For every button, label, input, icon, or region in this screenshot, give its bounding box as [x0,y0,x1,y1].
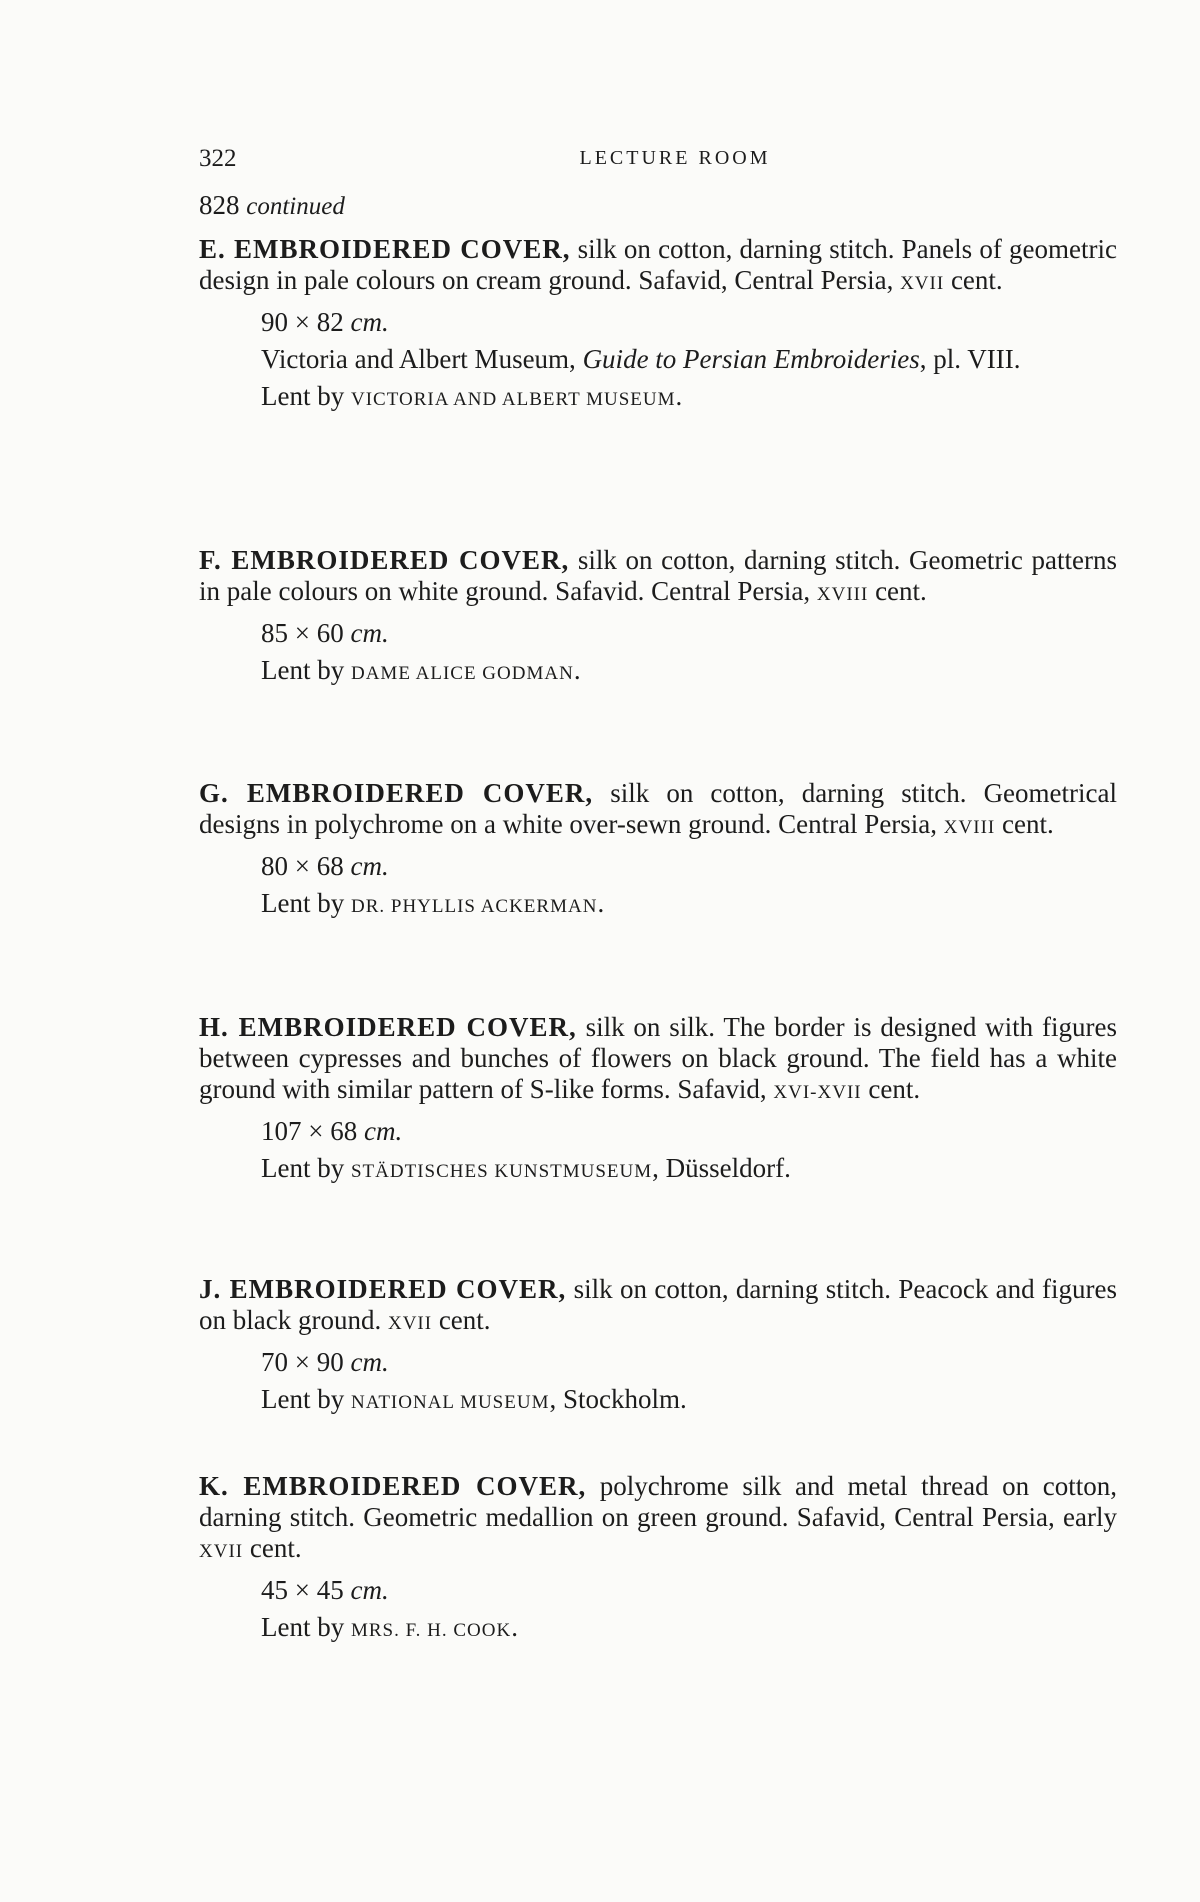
entry-dimensions: 70 × 90 cm. [261,1347,389,1377]
entry-description: K. EMBROIDERED COVER, polychrome silk and metal thread on cotton, darning stitch. Geometric medallion on green ground. Safavid, Central Persia, early XVII cent. [199,1471,1117,1563]
entry-description: F. EMBROIDERED COVER, silk on cotton, darning stitch. Geometric patterns in pale colours on white ground. Safavid. Central Persia, XVIII cent. [199,545,1117,606]
entry-lender: Lent by VICTORIA AND ALBERT MUSEUM. [261,381,683,411]
entry-title: F. EMBROIDERED COVER, [199,545,570,575]
continued-word: continued [246,193,345,220]
continued-number: 828 [199,190,240,220]
entry-lender: Lent by NATIONAL MUSEUM, Stockholm. [261,1384,687,1414]
entry-description: H. EMBROIDERED COVER, silk on silk. The border is designed with figures between cypresses and bunches of flowers on black ground. The field has a white ground with similar pattern of S-like forms. Safavid, XVI-XVII cent. [199,1012,1117,1104]
catalogue-entry [199,545,1117,689]
entry-title: H. EMBROIDERED COVER, [199,1012,577,1042]
entry-reference: Victoria and Albert Museum, Guide to Persian Embroideries, pl. VIII. [261,344,1021,374]
entry-dimensions: 85 × 60 cm. [261,618,389,648]
continued-heading [199,190,345,221]
entry-description: J. EMBROIDERED COVER, silk on cotton, darning stitch. Peacock and figures on black ground. XVII cent. [199,1274,1117,1335]
entry-dimensions: 80 × 68 cm. [261,851,389,881]
entry-title: E. EMBROIDERED COVER, [199,234,571,264]
entry-lender: Lent by DR. PHYLLIS ACKERMAN. [261,888,605,918]
page-number: 322 [199,145,237,172]
entry-title: G. EMBROIDERED COVER, [199,778,594,808]
entry-lender: Lent by STÄDTISCHES KUNSTMUSEUM, Düsseldorf. [261,1153,791,1183]
entry-description: G. EMBROIDERED COVER, silk on cotton, darning stitch. Geometrical designs in polychrome on a white over-sewn ground. Central Persia, XVIII cent. [199,778,1117,839]
entry-description: E. EMBROIDERED COVER, silk on cotton, darning stitch. Panels of geometric design in pale colours on cream ground. Safavid, Central Persia, XVII cent. [199,234,1117,295]
catalogue-entry [199,1471,1117,1646]
running-head [199,145,1113,175]
entry-dimensions: 90 × 82 cm. [261,307,389,337]
entry-title: K. EMBROIDERED COVER, [199,1471,587,1501]
entry-lender: Lent by MRS. F. H. COOK. [261,1612,518,1642]
catalogue-entry [199,1274,1117,1418]
entry-dimensions: 107 × 68 cm. [261,1116,403,1146]
catalogue-entry [199,234,1117,415]
entry-title: J. EMBROIDERED COVER, [199,1274,567,1304]
entry-lender: Lent by DAME ALICE GODMAN. [261,655,581,685]
catalogue-entry [199,1012,1117,1187]
catalogue-entry [199,778,1117,922]
running-title: LECTURE ROOM [579,147,771,169]
entry-dimensions: 45 × 45 cm. [261,1575,389,1605]
